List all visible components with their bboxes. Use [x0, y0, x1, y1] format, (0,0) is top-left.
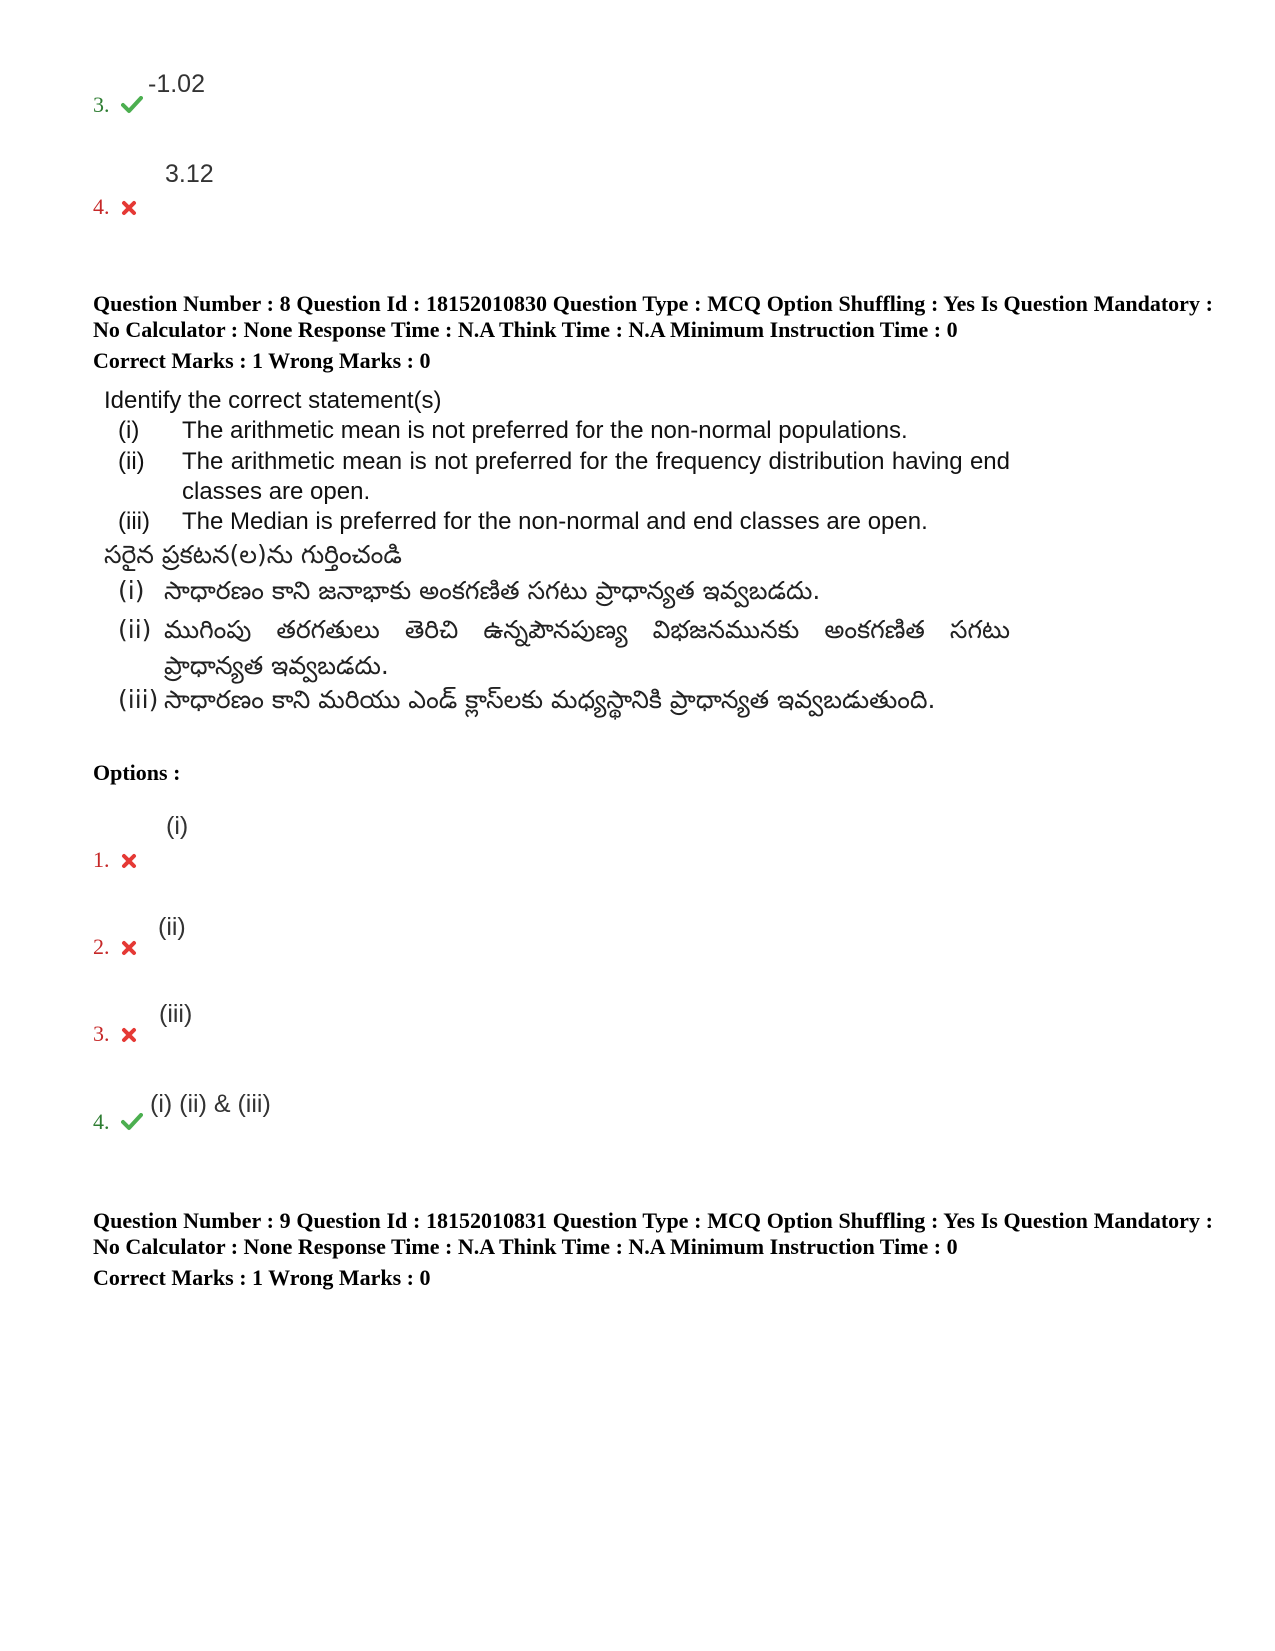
q8-option-2-value: (ii) — [158, 913, 186, 941]
option-number: 2. — [93, 934, 110, 959]
item-text: The arithmetic mean is not preferred for the frequency distribution having end classes are open. — [182, 448, 1010, 505]
q8-telugu-item-2 — [118, 612, 1010, 684]
item-index: (iii) — [118, 508, 150, 535]
q8-option-2 — [93, 934, 137, 962]
check-icon — [121, 1111, 143, 1137]
q8-english-item-1 — [118, 417, 1010, 445]
option-number: 1. — [93, 847, 110, 872]
q8-english-item-2 — [118, 447, 1010, 507]
item-index: (ii) — [118, 615, 152, 644]
q8-options-label: Options : — [93, 760, 181, 785]
q8-telugu-prompt: సరైన ప్రకటన(ల)ను గుర్తించండి — [104, 540, 402, 569]
item-index: (iii) — [118, 685, 159, 714]
q8-option-3 — [93, 1021, 137, 1049]
cross-icon — [121, 936, 137, 962]
q8-option-4 — [93, 1109, 143, 1137]
prev-option-3-number: 3. — [93, 92, 110, 117]
q8-header: Question Number : 8 Question Id : 18152010830 Question Type : MCQ Option Shuffling : Yes Is Question Mandatory : No Calculator : None Response Time : N.A Think Time : N.A Minimum Instruction Time : 0 — [93, 291, 1213, 342]
q9-header: Question Number : 9 Question Id : 18152010831 Question Type : MCQ Option Shuffling : Yes Is Question Mandatory : No Calculator : None Response Time : N.A Think Time : N.A Minimum Instruction Time : 0 — [93, 1208, 1213, 1259]
prev-option-4-number: 4. — [93, 194, 110, 219]
q9-marks: Correct Marks : 1 Wrong Marks : 0 — [93, 1265, 431, 1290]
cross-icon — [121, 1023, 137, 1049]
q8-marks: Correct Marks : 1 Wrong Marks : 0 — [93, 348, 431, 373]
option-number: 3. — [93, 1021, 110, 1046]
q8-option-1-value: (i) — [166, 812, 189, 840]
item-text: ముగింపు తరగతులు తెరిచి ఉన్నపౌనపుణ్య విభజనమునకు అంకగణిత సగటు ప్రాధాన్యత ఇవ్వబడదు. — [164, 615, 1010, 680]
item-text: The Median is preferred for the non-normal and end classes are open. — [182, 508, 928, 535]
q8-option-4-value: (i) (ii) & (iii) — [150, 1090, 271, 1118]
prev-option-4-value: 3.12 — [165, 160, 214, 188]
check-icon — [121, 94, 143, 120]
q8-english-prompt: Identify the correct statement(s) — [104, 387, 442, 414]
q8-option-3-value: (iii) — [159, 1000, 193, 1028]
cross-icon — [121, 196, 137, 222]
q8-option-1 — [93, 847, 137, 875]
prev-option-4 — [93, 194, 137, 222]
cross-icon — [121, 849, 137, 875]
item-index: (ii) — [118, 448, 145, 475]
q8-telugu-item-3 — [118, 682, 1010, 718]
q8-telugu-item-1 — [118, 576, 1010, 612]
item-text: The arithmetic mean is not preferred for the non-normal populations. — [182, 417, 908, 444]
option-number: 4. — [93, 1109, 110, 1134]
q8-english-item-3 — [118, 508, 1010, 536]
item-index: (i) — [118, 417, 140, 444]
prev-option-3 — [93, 92, 143, 120]
item-text: సాధారణం కాని మరియు ఎండ్ క్లాస్‌లకు మధ్యస్థానికి ప్రాధాన్యత ఇవ్వబడుతుంది. — [164, 685, 936, 714]
item-text: సాధారణం కాని జనాభాకు అంకగణిత సగటు ప్రాధాన్యత ఇవ్వబడదు. — [164, 576, 821, 605]
item-index: (i) — [118, 576, 145, 605]
prev-option-3-value: -1.02 — [148, 70, 205, 98]
